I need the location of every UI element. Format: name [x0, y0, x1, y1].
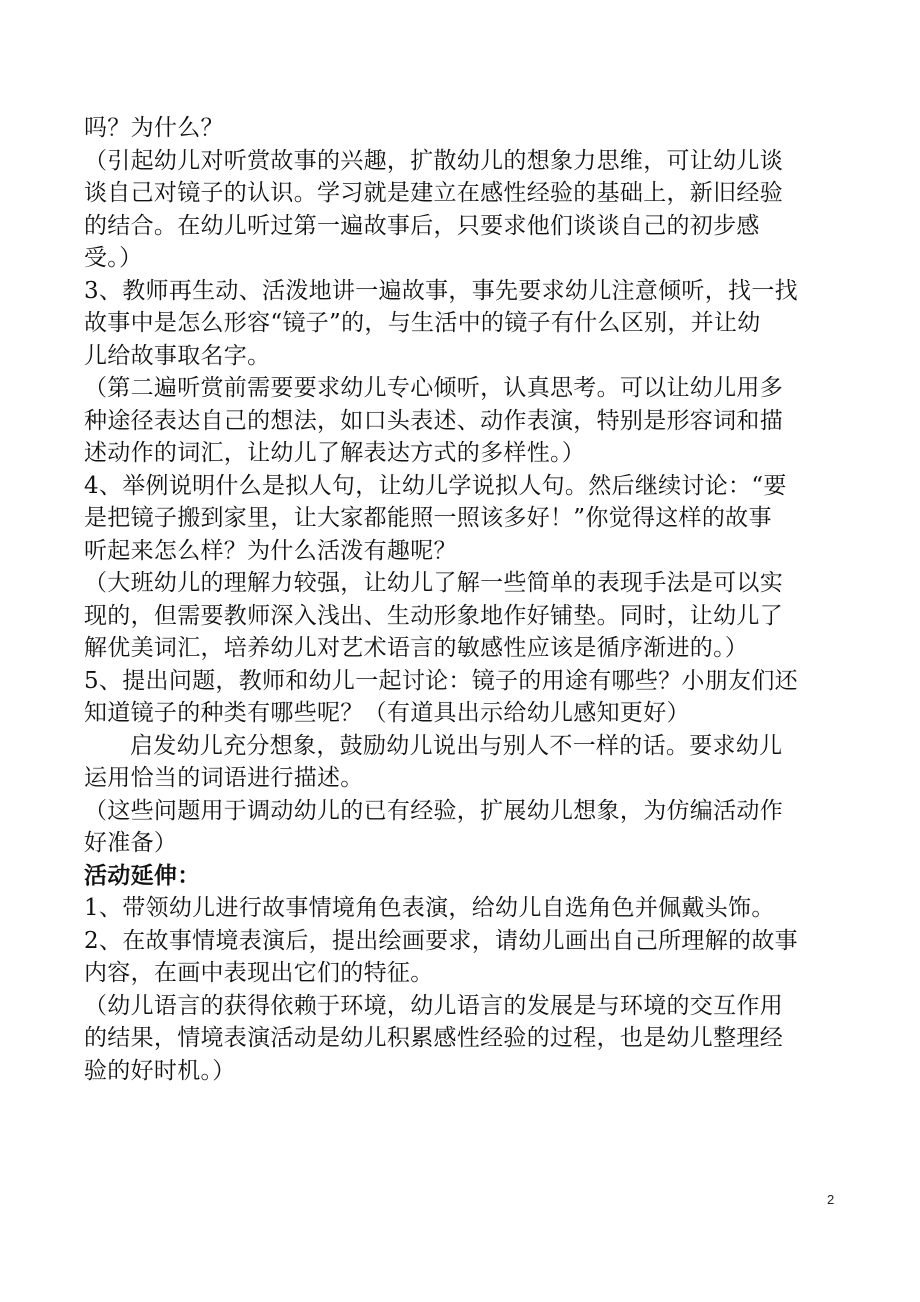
- text-line: （这些问题用于调动幼儿的已有经验，扩展幼儿想象，为仿编活动作: [84, 797, 783, 824]
- text-line: 内容，在画中表现出它们的特征。: [84, 960, 434, 986]
- text-line: 吗？为什么？: [84, 115, 224, 141]
- text-line: 现的，但需要教师深入浅出、生动形象地作好铺垫。同时，让幼儿了: [84, 602, 783, 629]
- text-line: 的结合。在幼儿听过第一遍故事后，只要求他们谈谈自己的初步感: [84, 212, 760, 239]
- text-line: 的结果，情境表演活动是幼儿积累感性经验的过程，也是幼儿整理经: [84, 1025, 783, 1051]
- text-line: （大班幼儿的理解力较强，让幼儿了解一些简单的表现手法是可以实: [84, 570, 783, 596]
- text-line: 运用恰当的词语进行描述。: [84, 765, 364, 791]
- text-line: 4、举例说明什么是拟人句，让幼儿学说拟人句。然后继续讨论：“要: [84, 472, 787, 499]
- text-line: 验的好时机。）: [84, 1057, 236, 1084]
- text-line: 是把镜子搬到家里，让大家都能照一照该多好！”你觉得这样的故事: [84, 505, 772, 531]
- text-line: 述动作的词汇，让幼儿了解表达方式的多样性。）: [84, 440, 586, 466]
- text-line: 种途径表达自己的想法，如口头表述、动作表演，特别是形容词和描: [84, 407, 783, 434]
- page-number: 2: [827, 1192, 835, 1207]
- section-heading: 活动延伸：: [84, 861, 201, 889]
- text-line: 1、带领幼儿进行故事情境角色表演，给幼儿自选角色并佩戴头饰。: [84, 895, 775, 921]
- text-line: 故事中是怎么形容“镜子”的，与生活中的镜子有什么区别，并让幼: [84, 310, 761, 336]
- document-body: [84, 112, 840, 1087]
- text-line: 解优美词汇，培养幼儿对艺术语言的敏感性应该是循序渐进的。）: [84, 635, 749, 661]
- text-line: 谈自己对镜子的认识。学习就是建立在感性经验的基础上，新旧经验: [84, 180, 783, 206]
- text-line: （引起幼儿对听赏故事的兴趣，扩散幼儿的想象力思维，可让幼儿谈: [84, 147, 783, 174]
- text-line: 启发幼儿充分想象，鼓励幼儿说出与别人不一样的话。要求幼儿: [130, 732, 783, 759]
- text-line: （第二遍听赏前需要要求幼儿专心倾听，认真思考。可以让幼儿用多: [84, 375, 783, 401]
- text-line: 儿给故事取名字。: [84, 342, 271, 369]
- text-line: 知道镜子的种类有哪些呢？（有道具出示给幼儿感知更好）: [84, 700, 690, 726]
- text-line: 听起来怎么样？为什么活泼有趣呢？: [84, 537, 457, 564]
- text-line: 5、提出问题，教师和幼儿一起讨论：镜子的用途有哪些？小朋友们还: [84, 667, 798, 694]
- text-line: 受。）: [84, 245, 143, 271]
- text-line: 好准备）: [84, 830, 178, 856]
- text-line: 3、教师再生动、活泼地讲一遍故事，事先要求幼儿注意倾听，找一找: [84, 277, 798, 304]
- text-line: （幼儿语言的获得依赖于环境，幼儿语言的发展是与环境的交互作用: [84, 992, 783, 1019]
- text-line: 2、在故事情境表演后，提出绘画要求，请幼儿画出自己所理解的故事: [84, 927, 798, 954]
